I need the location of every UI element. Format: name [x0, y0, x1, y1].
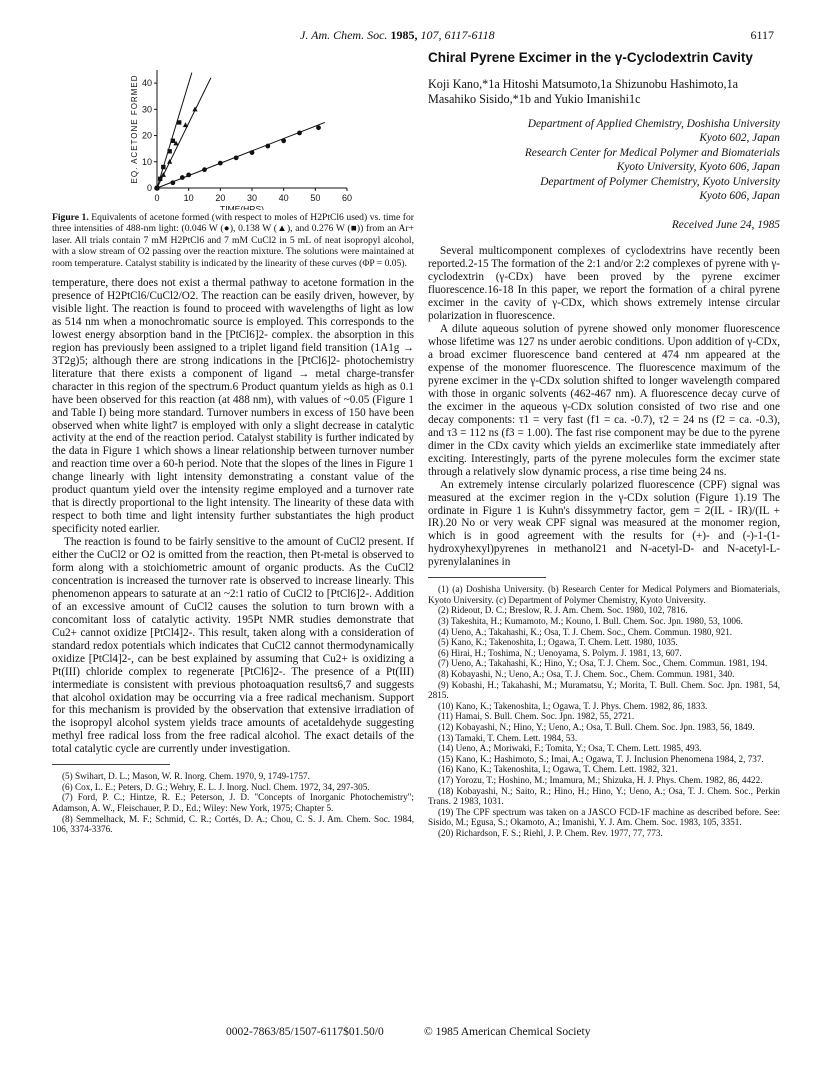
y-tick-label: 40 [141, 78, 152, 89]
right-column [428, 50, 780, 839]
y-tick-label: 30 [141, 104, 152, 115]
reference-item: (3) Takeshita, H.; Kumamoto, M.; Kouno, I. Bull. Chem. Soc. Jpn. 1980, 53, 1006. [438, 616, 743, 627]
data-point-circle [250, 150, 255, 155]
left-paragraph-2: The reaction is found to be fairly sensitive to the amount of CuCl2 present. If either the CuCl2 or O2 is omitted from the reaction, then Pt-metal is observed to form along with a stoichiometric amount of organic products. As the CuCl2 concentration is increased the turnover rate is observed to increase linearly. This phenomenon appears to saturate at an ~2:1 ratio of CuCl2 to [PtCl6]2-. Addition of an excessive amount of CuCl2 causes the solution to turn brown with a concomitant loss of catalytic activity. 195Pt NMR studies demonstrate that Cu2+ cannot oxidize [PtCl4]2-. This result, taken along with a consideration of standard redox potentials which indicates that CuCl2 cannot thermodynamically oxidize [PtCl4]2-, can be best explained by assuming that Cu2+ is oxidizing a Pt(III) chloride complex to regenerate [PtCl6]2-. The presence of a Pt(III) intermediate is consistent with previous photoaquation results6,7 and suggests that alcohol oxidation may be occurring via a free radical mechanism. Support for this mechanism is provided by the observation that extensive irradiation of the isopropyl alcohol system yields trace amounts of acetaldehyde suggesting methyl free radical loss from the free radical alcohol. The exact details of the total catalytic cycle are currently under investigation. [52, 536, 414, 756]
reference-item: (11) Hamai, S. Bull. Chem. Soc. Jpn. 1982, 55, 2721. [438, 711, 635, 722]
reference-item: (10) Kano, K.; Takenoshita, I.; Ogawa, T. J. Phys. Chem. 1982, 86, 1833. [438, 700, 708, 711]
reference-item: (7) Ueno, A.; Takahashi, K.; Hino, Y.; Osa, T. J. Chem. Soc., Chem. Commun. 1981, 194. [438, 658, 768, 669]
acetone-chart [52, 50, 414, 210]
footnote-rule [52, 764, 170, 765]
data-point-square [171, 139, 175, 143]
left-column [52, 50, 414, 835]
data-point-square [158, 177, 162, 181]
right-paragraph-1: Several multicomponent complexes of cyclodextrins have recently been reported.2-15 The formation of the 2:1 and/or 2:2 complexes of pyrene with γ-cyclodextrin (γ-CDx) have been proved by the pyrene excimer fluorescence.16-18 In this paper, we report the formation of a chiral pyrene excimer in the cavity of γ-CDx, which shows extremely intense circular polarization in fluorescence. [428, 245, 780, 323]
data-point-square [155, 186, 159, 190]
article-title: Chiral Pyrene Excimer in the γ-Cyclodextrin Cavity [428, 50, 753, 65]
reference-item: (13) Tamaki, T. Chem. Lett. 1984, 53. [438, 732, 578, 743]
left-references [52, 771, 414, 835]
reference-item: (18) Kobayashi, N.; Saito, R.; Hino, H.; Hino, Y.; Ueno, A.; Osa, T. J. Chem. Soc., Perkin Trans. 2 1983, 1031. [428, 785, 780, 807]
reference-item: (2) Rideout, D. C.; Breslow, R. J. Am. Chem. Soc. 1980, 102, 7816. [438, 605, 688, 616]
reference-item: (5) Swihart, D. L.; Mason, W. R. Inorg. Chem. 1970, 9, 1749-1757. [62, 771, 310, 782]
data-point-circle [170, 180, 175, 185]
data-point-circle [186, 172, 191, 177]
footnote-rule [428, 577, 546, 578]
reference-item: (7) Ford, P. C.; Hintze, R. E.; Peterson, J. D. "Concepts of Inorganic Photochemistry"; Adamson, A. W., Fleischauer, P. D., Ed.; Wiley: New York, 1975; Chapter 5. [52, 792, 414, 814]
data-point-circle [180, 175, 185, 180]
fit-line-triangle [157, 78, 211, 188]
x-tick-label: 40 [278, 193, 289, 203]
y-tick-label: 0 [146, 183, 152, 193]
reference-item: (12) Kobayashi, N.; Hino, Y.; Ueno, A.; Osa, T. Bull. Chem. Soc. Jpn. 1983, 56, 1849. [438, 721, 755, 732]
x-tick-label: 20 [215, 193, 226, 203]
figure-caption: Figure 1. Equivalents of acetone formed (with respect to moles of H2PtCl6 used) vs. time for three intensities of 488-nm light: (0.046 W (●), 0.138 W (▲), and 0.276 W (■)) from an Ar+ laser. All trials contain 7 mM H2PtCl6 and 7 mM CuCl2 in 5 mL of neat isopropyl alcohol, with a slow stream of O2 passing over the reaction mixture. The solutions were maintained at room temperature. Catalyst stability is indicated by the linearity of these curves (ΦP = 0.05). [52, 212, 414, 269]
right-paragraph-2: A dilute aqueous solution of pyrene showed only monomer fluorescence whose lifetime was 127 ns under aerobic conditions. Upon addition of γ-CDx, a broad excimer fluorescence band centered at 474 nm appeared at the expense of the monomer fluorescence. The fluorescence maximum of the pyrene excimer in the γ-CDx solution shifted to longer wavelength compared with those in organic solvents (462-467 nm). A fluorescence decay curve of the excimer in the aqueous γ-CDx solution consisted of two rise and one decay components: τ1 = very fast (f1 = ca. -0.7), τ2 = 24 ns (f2 = ca. -0.3), and τ3 = 112 ns (f3 = 1.00). The fast rise component may be due to the pyrene dimer in the CDx cavity which yields an excimerlike state immediately after exciting. Interestingly, parts of the pyrene molecules form the excimer state through a relatively slow dynamic process, a rise time being 24 ns. [428, 323, 780, 478]
page-number: 6117 [750, 28, 774, 42]
y-tick-label: 20 [141, 130, 152, 141]
affiliation-line: Department of Polymer Chemistry, Kyoto University [540, 175, 780, 188]
running-head-citation: J. Am. Chem. Soc. 1985, 107, 6117-6118 [300, 28, 495, 42]
reference-item: (16) Kano, K.; Takenoshita, I.; Ogawa, T. Chem. Lett. 1982, 321. [438, 764, 678, 775]
y-tick-label: 10 [141, 156, 152, 167]
x-axis-label: TIME(HRS) [220, 204, 264, 210]
running-head [0, 28, 820, 44]
y-axis-label: EQ. ACETONE FORMED [130, 74, 139, 184]
affiliation-line: Research Center for Medical Polymer and Biomaterials [524, 146, 780, 159]
reference-item: (19) The CPF spectrum was taken on a JASCO FCD-1F machine as described before. See: Sisido, M.; Egusa, S.; Okamoto, A.; Imanishi, Y. J. Am. Chem. Soc. 1983, 105, 3351. [428, 806, 780, 828]
article-code: 0002-7863/85/1507-6117$01.50/0 [226, 1026, 384, 1038]
data-point-triangle [183, 122, 188, 127]
x-tick-label: 30 [246, 193, 258, 203]
reference-item: (4) Ueno, A.; Takahashi, K.; Osa, T. J. Chem. Soc., Chem. Commun. 1980, 921. [438, 626, 733, 637]
x-tick-label: 60 [341, 193, 353, 203]
data-point-circle [281, 138, 286, 143]
x-tick-label: 50 [310, 193, 321, 203]
right-paragraph-3: An extremely intense circularly polarized fluorescence (CPF) signal was measured at the excimer region in the γ-CDx solution (Figure 1).19 The ordinate in Figure 1 is Kuhn's dissymmetry factor, gem = 2(IL - IR)/(IL + IR).20 No or very weak CPF signal was measured at the monomer region, which is in good agreement with the results for (+)- and (-)-1-(1-hydroxyhexyl)pyrenes in methanol21 and N-acetyl-D- and N-acetyl-L-pyrenylalanines in [428, 478, 780, 569]
data-point-circle [234, 155, 239, 160]
data-point-circle [218, 161, 223, 166]
x-tick-label: 0 [154, 193, 160, 203]
reference-item: (1) (a) Doshisha University. (b) Research Center for Medical Polymers and Biomaterials, Kyoto University. (c) Department of Polymer Chemistry, Kyoto University. [428, 584, 780, 605]
x-tick-label: 10 [183, 193, 194, 203]
affiliation-line: Department of Applied Chemistry, Doshisha University [527, 118, 780, 130]
right-references [428, 584, 780, 838]
reference-item: (14) Ueno, A.; Moriwaki, F.; Tomita, Y.; Osa, T. Chem. Lett. 1985, 493. [438, 743, 702, 754]
data-point-circle [202, 167, 207, 172]
reference-item: (9) Kobashi, H.; Takahashi, M.; Muramatsu, Y.; Morita, T. Bull. Chem. Soc. Jpn. 1981, 54, 2815. [428, 679, 780, 701]
data-point-circle [316, 125, 321, 130]
data-point-triangle [167, 159, 172, 164]
data-point-square [167, 149, 171, 153]
data-point-circle [297, 131, 302, 136]
author-list: Koji Kano,*1a Hitoshi Matsumoto,1a Shizunobu Hashimoto,1a Masahiko Sisido,*1b and Yukio Imanishi1c [428, 77, 739, 106]
copyright: © 1985 American Chemical Society [424, 1026, 591, 1038]
left-paragraph-1: temperature, there does not exist a thermal pathway to acetone formation in the presence of H2PtCl6/CuCl2/O2. The reaction can be easily driven, however, by visible light. The reaction is found to proceed with wavelengths of light as low as 514 nm when a monochromatic source is employed. This corresponds to the lowest energy absorption band in the [PtCl6]2- complex. the absorption in this region has previously been assigned to a triplet ligand field transition (1A1g → 3T2g)5; although there are strong indications in the [PtCl6]2- photochemistry literature that there exists a component of ligand → metal charge-transfer character in this region of the spectrum.6 Product quantum yields as high as 0.1 have been observed for this reaction (at 488 nm), with values of ~0.05 (Figure 1 and Table I) being more standard. Turnover numbers in excess of 150 have been observed when white light7 is employed with only a slight decrease in catalytic activity at the end of the reaction period. Catalyst stability is further indicated by the data in Figure 1 which shows a linear relationship between turnover number and reaction time over a 60-h period. Note that the slopes of the lines in Figure 1 change linearly with light intensity demonstrating a constant value of the product quantum yield over the intensity regime employed and a turnover rate that is directly proportional to the light intensity. The linearity of these data with respect to both time and light intensity further substantiates the high product specificity noted earlier. [52, 277, 414, 536]
data-point-square [161, 165, 165, 169]
reference-item: (20) Richardson, F. S.; Riehl, J. P. Chem. Rev. 1977, 77, 773. [438, 827, 663, 838]
data-point-circle [265, 144, 270, 149]
affiliation-line: Kyoto University, Kyoto 606, Japan [616, 161, 780, 174]
reference-item: (6) Cox, L. E.; Peters, D. G.; Wehry, E. L. J. Inorg. Nucl. Chem. 1972, 34, 297-305. [62, 781, 370, 792]
reference-item: (8) Semmelhack, M. F.; Schmid, C. R.; Cortés, D. A.; Chou, C. S. J. Am. Chem. Soc. 1984, 106, 3374-3376. [52, 813, 414, 835]
reference-item: (15) Kano, K.; Hashimoto, S.; Imai, A.; Ogawa, T. J. Inclusion Phenomena 1984, 2, 737. [438, 753, 764, 764]
data-point-square [177, 120, 181, 124]
reference-item: (8) Kobayashi, N.; Ueno, A.; Osa, T. J. Chem. Soc., Chem. Commun. 1981, 340. [438, 669, 735, 680]
affiliations [428, 117, 780, 203]
received-date: Received June 24, 1985 [671, 219, 780, 232]
reference-item: (5) Kano, K.; Takenoshita, I.; Ogawa, T. Chem. Lett. 1980, 1035. [438, 637, 678, 648]
reference-item: (6) Hirai, H.; Toshima, N.; Uenoyama, S. Polym. J. 1981, 13, 607. [438, 647, 682, 658]
figure-1 [52, 50, 414, 210]
fit-line-square [157, 73, 192, 188]
affiliation-line: Kyoto 606, Japan [699, 190, 780, 203]
reference-item: (17) Yorozu, T.; Hoshino, M.; Imamura, M.; Shizuka, H. J. Phys. Chem. 1982, 86, 4422. [438, 774, 763, 785]
affiliation-line: Kyoto 602, Japan [699, 132, 780, 145]
figure-caption-text: Equivalents of acetone formed (with respect to moles of H2PtCl6 used) vs. time for three intensities of 488-nm light: (0.046 W (●), 0.138 W (▲), and 0.276 W (■)) from an Ar+ laser. All trials contain 7 mM H2PtCl6 and 7 mM CuCl2 in 5 mL of neat isopropyl alcohol, with a slow stream of O2 passing over the reaction mixture. The solutions were maintained at room temperature. Catalyst stability is indicated by the linearity of these curves (ΦP = 0.05). [52, 212, 414, 269]
